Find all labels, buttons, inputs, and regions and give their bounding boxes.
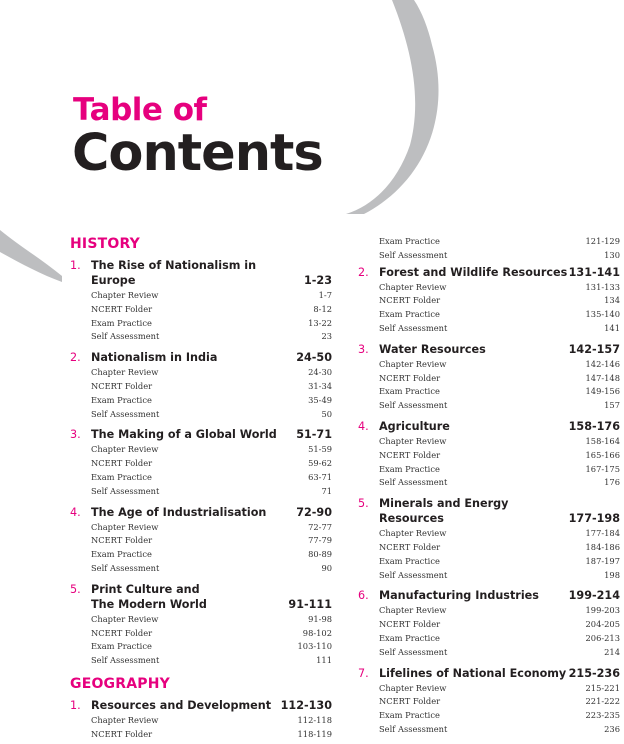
sub-entry-pages: 72-77 <box>308 521 332 532</box>
chapter-number: 4. <box>70 505 81 519</box>
sub-entry <box>70 289 332 303</box>
sub-entry-label: Exam Practice <box>91 641 152 652</box>
chapter-entry <box>358 340 620 413</box>
chapter-title: The Rise of Nationalism in Europe <box>91 259 257 287</box>
chapter-title: Minerals and Energy Resources <box>379 497 509 526</box>
chapter-number: 3. <box>70 428 81 442</box>
sub-entry <box>358 476 620 490</box>
sub-entry <box>358 682 620 696</box>
chapter-title: Agriculture <box>379 419 450 433</box>
sub-entry-pages: 118-119 <box>297 728 332 739</box>
chapter-pages: 112-130 <box>280 698 332 712</box>
sub-entry <box>358 695 620 709</box>
sub-entry-label: Exam Practice <box>379 710 440 721</box>
sub-entry-label: NCERT Folder <box>91 380 153 391</box>
sub-entry-label: NCERT Folder <box>379 295 441 306</box>
sub-entry <box>358 435 620 449</box>
chapter-pages: 1-23 <box>304 274 332 287</box>
chapter-heading <box>358 494 620 527</box>
chapter-title: The Age of Industrialisation <box>91 505 267 519</box>
sub-entry-pages: 130 <box>604 249 620 260</box>
right-column <box>358 235 620 737</box>
sub-entry-label: NCERT Folder <box>91 627 153 638</box>
chapter-number: 5. <box>70 582 81 596</box>
sub-entry <box>358 399 620 413</box>
chapter-entry <box>70 256 332 344</box>
sub-entry-label: Self Assessment <box>91 655 160 666</box>
sub-entry-pages: 80-89 <box>308 549 332 560</box>
sub-entry-label: Chapter Review <box>91 290 159 300</box>
geography-continued-chapter-list <box>358 263 620 737</box>
sub-entry <box>70 534 332 548</box>
sub-entry-pages: 236 <box>604 723 620 734</box>
sub-entry-pages: 121-129 <box>585 236 620 246</box>
sub-entry-label: Exam Practice <box>379 555 440 566</box>
chapter-heading <box>70 696 332 714</box>
chapter-number: 2. <box>358 265 369 279</box>
sub-entry-pages: 134 <box>604 295 620 306</box>
sub-entry-pages: 98-102 <box>302 627 332 638</box>
chapter-entry <box>70 348 332 421</box>
chapter-entry <box>70 503 332 576</box>
section-heading-geography: GEOGRAPHY <box>70 675 170 692</box>
sub-entry-pages: 135-140 <box>585 309 620 320</box>
sub-entry-label: Chapter Review <box>91 521 159 532</box>
geography-chapter-list <box>70 696 332 742</box>
sub-entry <box>70 548 332 562</box>
sub-entry <box>70 317 332 331</box>
sub-entry-label: Self Assessment <box>91 485 160 496</box>
sub-entry-label: Exam Practice <box>91 471 152 482</box>
sub-entry-label: Exam Practice <box>379 463 440 474</box>
sub-entry-pages: 142-146 <box>585 358 620 369</box>
sub-entry <box>358 618 620 632</box>
chapter-title: Resources and Development <box>91 698 272 712</box>
sub-entry-label: Self Assessment <box>379 322 448 333</box>
sub-entry-pages: 71 <box>321 485 332 496</box>
sub-entry <box>70 457 332 471</box>
sub-entry-label: Chapter Review <box>379 682 447 693</box>
chapter-entry <box>358 263 620 336</box>
sub-entry <box>70 640 332 654</box>
sub-entry <box>70 714 332 728</box>
sub-entry-label: Self Assessment <box>379 646 448 657</box>
sub-entry <box>358 449 620 463</box>
chapter-heading <box>70 348 332 366</box>
chapter-number: 7. <box>358 666 369 680</box>
sub-entry <box>358 709 620 723</box>
chapter-pages: 131-141 <box>568 265 620 279</box>
sub-entry-label: Chapter Review <box>379 358 447 369</box>
sub-entry-label: NCERT Folder <box>379 696 441 707</box>
sub-entry-pages: 165-166 <box>585 449 620 460</box>
chapter-pages: 51-71 <box>296 428 332 442</box>
sub-entry-label: Self Assessment <box>379 569 448 580</box>
sub-entry-pages: 149-156 <box>585 386 620 397</box>
sub-entry-label: Self Assessment <box>91 408 160 419</box>
chapter-pages: 72-90 <box>296 505 332 519</box>
sub-entry <box>70 366 332 380</box>
sub-entry-label: Self Assessment <box>379 477 448 488</box>
sub-entry-pages: 24-30 <box>308 367 332 378</box>
chapter-pages: 91-111 <box>288 597 332 611</box>
chapter-entry <box>358 417 620 490</box>
sub-entry-label: Self Assessment <box>379 249 448 260</box>
sub-entry-label: Exam Practice <box>379 309 440 320</box>
title-line-2: Contents <box>72 124 323 183</box>
sub-entry <box>70 330 332 344</box>
chapter-pages: 199-214 <box>568 589 620 603</box>
chapter-heading <box>70 580 332 613</box>
sub-entry-pages: 176 <box>604 477 620 488</box>
sub-entry <box>358 569 620 583</box>
sub-entry-label: Chapter Review <box>379 435 447 446</box>
sub-entry-pages: 177-184 <box>585 528 620 539</box>
chapter-heading <box>358 263 620 281</box>
sub-entry-label: Chapter Review <box>379 528 447 539</box>
sub-entry <box>358 555 620 569</box>
chapter-title: Lifelines of National Economy <box>379 666 567 680</box>
sub-entry <box>358 723 620 737</box>
chapter-title: Manufacturing Industries <box>379 589 539 603</box>
chapter-heading <box>70 503 332 521</box>
sub-entry <box>358 358 620 372</box>
chapter-number: 5. <box>358 497 369 511</box>
chapter-entry <box>70 425 332 498</box>
sub-entry <box>70 485 332 499</box>
sub-entry-pages: 221-222 <box>585 696 620 707</box>
sub-entry-pages: 63-71 <box>308 471 332 482</box>
left-column <box>70 234 332 742</box>
sub-entry-label: Exam Practice <box>379 632 440 643</box>
sub-entry-label: Chapter Review <box>91 444 159 455</box>
chapter-pages: 177-198 <box>568 512 620 526</box>
chapter-title: The Making of a Global World <box>91 428 277 442</box>
sub-entry-label: Chapter Review <box>91 367 159 378</box>
title-line-1: Table of <box>73 92 207 128</box>
chapter-number: 2. <box>70 351 81 365</box>
sub-entry-label: NCERT Folder <box>91 728 153 739</box>
sub-entry <box>70 654 332 668</box>
sub-entry-label: Self Assessment <box>379 723 448 734</box>
sub-entry-label: Self Assessment <box>379 400 448 411</box>
sub-entry-label: Exam Practice <box>91 317 152 328</box>
left-arc <box>0 230 62 282</box>
sub-entry <box>358 604 620 618</box>
sub-entry <box>70 380 332 394</box>
sub-entry-pages: 13-22 <box>308 317 332 328</box>
sub-entry <box>70 471 332 485</box>
chapter-heading <box>70 256 332 289</box>
sub-entry-label: NCERT Folder <box>379 372 441 383</box>
chapter-number: 3. <box>358 342 369 356</box>
sub-entry-pages: 91-98 <box>308 613 332 624</box>
chapter-pages: 215-236 <box>568 666 620 680</box>
sub-entry-label: NCERT Folder <box>91 303 153 314</box>
sub-entry <box>70 443 332 457</box>
chapter-entry <box>70 696 332 742</box>
sub-entry-pages: 50 <box>321 408 332 419</box>
sub-entry-label: NCERT Folder <box>379 619 441 630</box>
sub-entry-pages: 23 <box>321 331 332 342</box>
chapter-number: 4. <box>358 419 369 433</box>
chapter-number: 6. <box>358 589 369 603</box>
sub-entry-pages: 215-221 <box>585 682 620 693</box>
sub-entry-pages: 157 <box>604 400 620 411</box>
sub-entry-pages: 199-203 <box>585 605 620 616</box>
geography-continued-subs <box>358 235 620 263</box>
sub-entry-pages: 223-235 <box>585 710 620 721</box>
chapter-title: Nationalism in India <box>91 351 218 365</box>
sub-entry-pages: 111 <box>316 655 332 666</box>
sub-entry <box>70 408 332 422</box>
chapter-title: Water Resources <box>379 342 486 356</box>
sub-entry-pages: 167-175 <box>585 463 620 474</box>
chapter-title: Forest and Wildlife Resources <box>379 265 568 279</box>
sub-entry-label: Self Assessment <box>91 331 160 342</box>
sub-entry-label: Exam Practice <box>91 549 152 560</box>
sub-entry-pages: 31-34 <box>308 380 332 391</box>
sub-entry <box>358 308 620 322</box>
sub-entry-label: Chapter Review <box>379 281 447 292</box>
sub-entry <box>70 303 332 317</box>
sub-entry <box>358 632 620 646</box>
sub-entry-pages: 131-133 <box>585 281 620 292</box>
sub-entry-pages: 206-213 <box>585 632 620 643</box>
sub-entry-pages: 184-186 <box>585 541 620 552</box>
chapter-number: 1. <box>70 698 81 712</box>
sub-entry-pages: 1-7 <box>318 290 332 300</box>
sub-entry-pages: 51-59 <box>308 444 332 455</box>
chapter-entry <box>70 580 332 668</box>
sub-entry-pages: 59-62 <box>308 458 332 469</box>
top-right-arc <box>346 0 439 214</box>
sub-entry <box>70 394 332 408</box>
sub-entry <box>358 294 620 308</box>
chapter-number: 1. <box>70 259 81 272</box>
chapter-pages: 142-157 <box>568 342 620 356</box>
sub-entry-label: Chapter Review <box>379 605 447 616</box>
chapter-heading <box>358 340 620 358</box>
chapter-entry <box>358 664 620 737</box>
chapter-entry <box>358 494 620 582</box>
sub-entry <box>358 235 620 249</box>
sub-entry-pages: 147-148 <box>585 372 620 383</box>
chapter-entry <box>358 586 620 659</box>
sub-entry-pages: 90 <box>321 562 332 573</box>
sub-entry-pages: 35-49 <box>308 394 332 405</box>
sub-entry-pages: 204-205 <box>585 619 620 630</box>
sub-entry-label: Self Assessment <box>91 562 160 573</box>
sub-entry <box>70 562 332 576</box>
sub-entry-label: NCERT Folder <box>91 458 153 469</box>
sub-entry <box>358 385 620 399</box>
sub-entry-pages: 158-164 <box>585 435 620 446</box>
chapter-heading <box>358 664 620 682</box>
sub-entry-pages: 141 <box>604 322 620 333</box>
sub-entry <box>70 613 332 627</box>
sub-entry <box>70 627 332 641</box>
sub-entry-label: Exam Practice <box>379 236 440 246</box>
sub-entry-pages: 187-197 <box>585 555 620 566</box>
chapter-pages: 24-50 <box>296 351 332 365</box>
section-heading-history: HISTORY <box>70 236 141 252</box>
sub-entry-pages: 103-110 <box>297 641 332 652</box>
sub-entry-pages: 214 <box>604 646 620 657</box>
sub-entry <box>70 521 332 535</box>
history-chapter-list <box>70 256 332 668</box>
sub-entry-label: Chapter Review <box>91 613 159 624</box>
chapter-pages: 158-176 <box>568 419 620 433</box>
sub-entry <box>358 463 620 477</box>
sub-entry-label: NCERT Folder <box>379 541 441 552</box>
sub-entry-pages: 198 <box>604 569 620 580</box>
sub-entry-label: NCERT Folder <box>379 449 441 460</box>
sub-entry-label: Chapter Review <box>91 714 159 725</box>
sub-entry <box>358 646 620 660</box>
chapter-heading <box>70 425 332 443</box>
chapter-heading <box>358 586 620 604</box>
chapter-title: Print Culture and The Modern World <box>91 582 207 611</box>
sub-entry <box>70 728 332 742</box>
chapter-heading <box>358 417 620 435</box>
sub-entry <box>358 541 620 555</box>
sub-entry <box>358 249 620 263</box>
sub-entry <box>358 527 620 541</box>
sub-entry-pages: 77-79 <box>308 535 332 546</box>
sub-entry <box>358 322 620 336</box>
sub-entry-label: Exam Practice <box>379 386 440 397</box>
sub-entry-pages: 112-118 <box>297 714 332 725</box>
sub-entry-label: NCERT Folder <box>91 535 153 546</box>
sub-entry <box>358 372 620 386</box>
sub-entry-label: Exam Practice <box>91 394 152 405</box>
sub-entry <box>358 281 620 295</box>
sub-entry-pages: 8-12 <box>313 303 332 314</box>
